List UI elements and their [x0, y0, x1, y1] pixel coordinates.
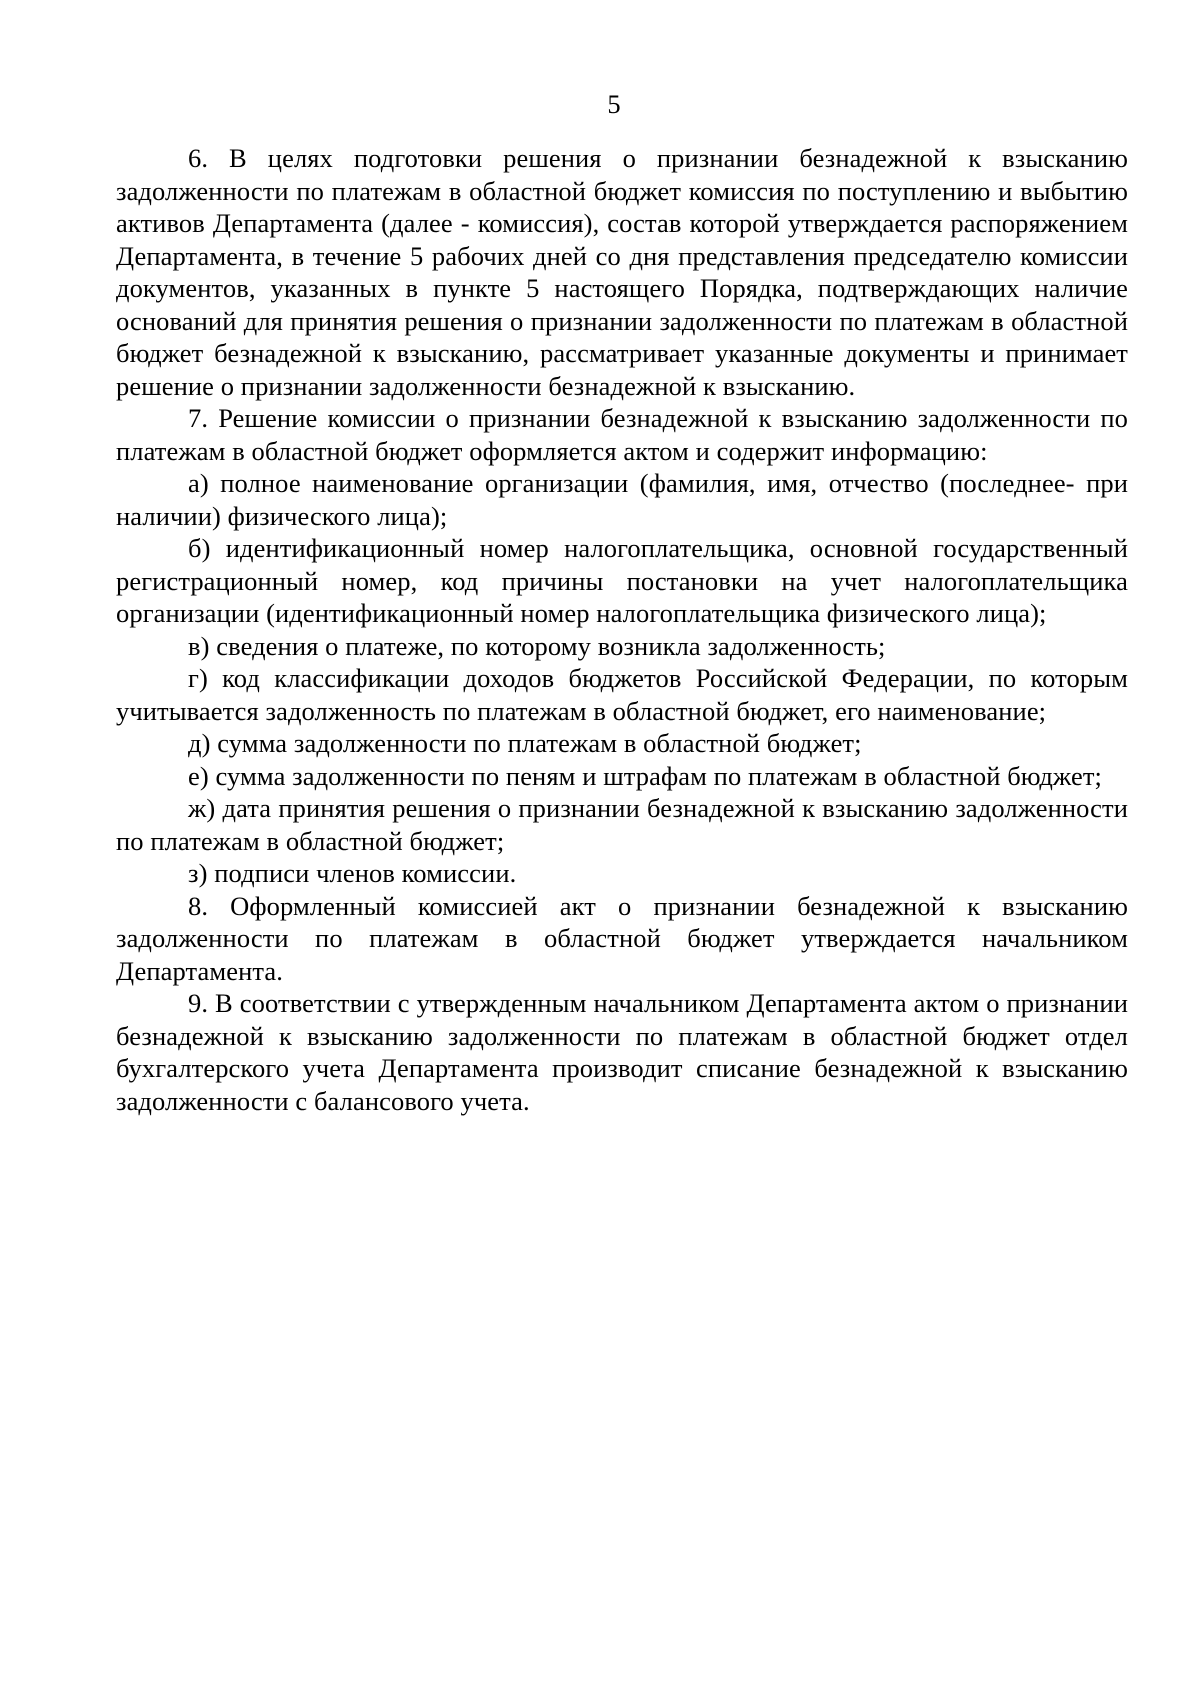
paragraph-9: 9. В соответствии с утвержденным начальником Департамента актом о признании безнадежной к взысканию задолженности по платежам в областной бюджет отдел бухгалтерского учета Департамента производит списание безнадежной к взысканию задолженности с балансового учета. — [116, 988, 1128, 1116]
page-number: 5 — [607, 89, 621, 119]
list-item-z: з) подписи членов комиссии. — [188, 858, 517, 888]
list-item-v: в) сведения о платеже, по которому возникла задолженность; — [188, 630, 886, 661]
list-item-d: д) сумма задолженности по платежам в областной бюджет; — [188, 728, 862, 758]
paragraph-6: 6. В целях подготовки решения о признании безнадежной к взысканию задолженности по платежам в областной бюджет комиссия по поступлению и выбытию активов Департамента (далее - комиссия), состав которой утверждается распоряжением Департамента, в течение 5 рабочих дней со дня представления председателю комиссии документов, указанных в пункте 5 настоящего Порядка, подтверждающих наличие оснований для принятия решения о признании задолженности по платежам в областной бюджет безнадежной к взысканию, рассматривает указанные документы и принимает решение о признании задолженности безнадежной к взысканию. — [116, 143, 1128, 401]
list-item-b: б) идентификационный номер налогоплательщика, основной государственный регистрационный номер, код причины постановки на учет налогоплательщика организации (идентификационный номер налогоплательщика физического лица); — [116, 533, 1128, 628]
list-item-zh: ж) дата принятия решения о признании безнадежной к взысканию задолженности по платежам в областной бюджет; — [116, 793, 1128, 856]
list-item-a: а) полное наименование организации (фамилия, имя, отчество (последнее- при наличии) физического лица); — [116, 468, 1128, 531]
paragraph-7: 7. Решение комиссии о признании безнадежной к взысканию задолженности по платежам в областной бюджет оформляется актом и содержит информацию: — [116, 403, 1128, 466]
document-body — [116, 142, 1128, 1117]
paragraph-8: 8. Оформленный комиссией акт о признании безнадежной к взысканию задолженности по платежам в областной бюджет утверждается начальником Департамента. — [116, 890, 1128, 986]
list-item-g: г) код классификации доходов бюджетов Российской Федерации, по которым учитывается задолженность по платежам в областной бюджет, его наименование; — [116, 663, 1128, 726]
list-item-e: е) сумма задолженности по пеням и штрафам по платежам в областной бюджет; — [188, 760, 1102, 791]
